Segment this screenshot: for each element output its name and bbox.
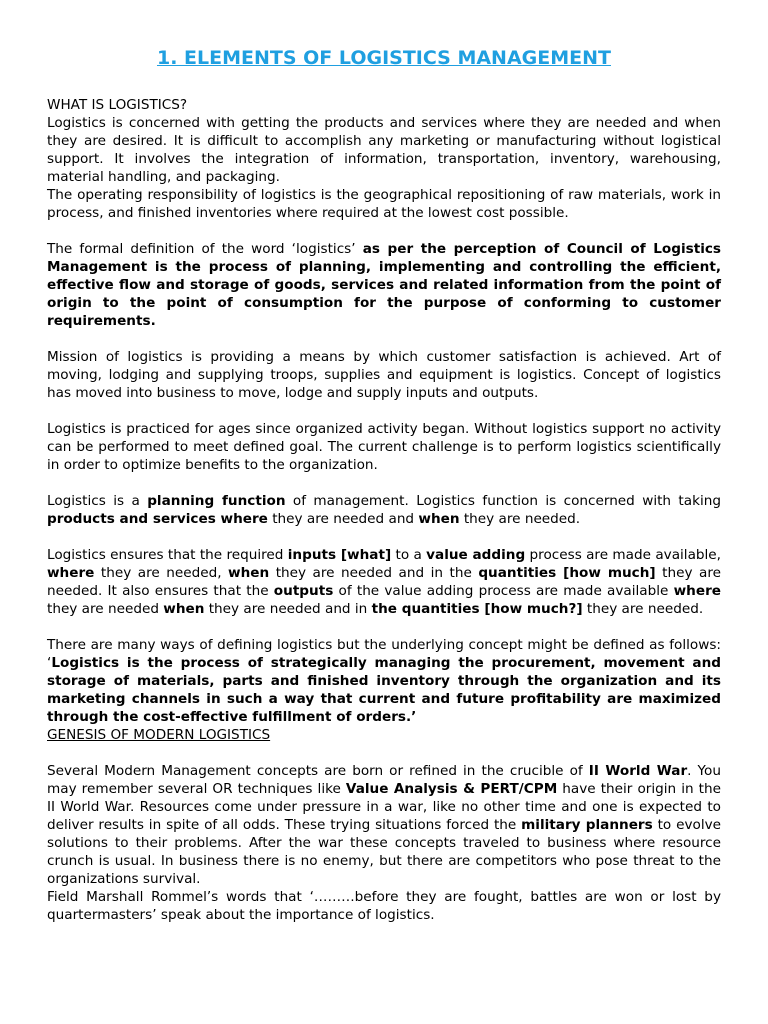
text-run: process are made available, bbox=[525, 547, 721, 563]
bold-text-run: II World War bbox=[588, 763, 688, 779]
text-run: they are needed. It also ensures that the bbox=[47, 565, 721, 599]
bold-text-run: outputs bbox=[273, 583, 334, 599]
paragraph-strategic-definition bbox=[47, 636, 721, 726]
bold-text-run: the quantities [how much?] bbox=[371, 601, 583, 617]
text-run: Several Modern Management concepts are born or refined in the crucible of bbox=[47, 763, 589, 779]
text-run: they are needed, bbox=[94, 565, 229, 581]
bold-text-run: when bbox=[163, 601, 205, 617]
bold-text-run: military planners bbox=[521, 817, 653, 833]
paragraph-formal-definition bbox=[47, 240, 721, 330]
bold-text-run: products and services where bbox=[47, 511, 268, 527]
bold-text-run: where bbox=[673, 583, 721, 599]
bold-text-run: quantities [how much] bbox=[478, 565, 656, 581]
bold-text-run: inputs [what] bbox=[287, 547, 392, 563]
bold-text-run: as per the perception of Council of Logistics Management is the process of planning, implementing and controlling the efficient, effective flow and storage of goods, services and related information from the point of origin to the point of consumption for the purpose of conforming to customer requirements. bbox=[47, 241, 721, 329]
text-run: they are needed and in the bbox=[269, 565, 479, 581]
text-run: they are needed. bbox=[582, 601, 704, 617]
bold-text-run: where bbox=[47, 565, 95, 581]
paragraph-rommel-quote: Field Marshall Rommel’s words that ‘………before they are fought, battles are won or lost by quartermasters’ speak about the importance of logistics. bbox=[47, 889, 721, 923]
text-run: There are many ways of defining logistics but the underlying concept might be defined as follows: ‘ bbox=[47, 637, 721, 671]
text-run: they are needed. bbox=[459, 511, 581, 527]
text-run: Logistics ensures that the required bbox=[47, 547, 288, 563]
text-run: they are needed and in bbox=[204, 601, 372, 617]
text-run: . You may remember several OR techniques like bbox=[47, 763, 721, 797]
section-heading-genesis: GENESIS OF MODERN LOGISTICS bbox=[47, 727, 271, 743]
bold-text-run: Logistics is the process of strategically managing the procurement, movement and storage of materials, parts and finished inventory through the organization and its marketing channels in such a way that current and future profitability are maximized through the cost-effective fulfillment of orders.’ bbox=[47, 655, 721, 725]
paragraph-practice: Logistics is practiced for ages since organized activity began. Without logistics support no activity can be performed to meet defined goal. The current challenge is to perform logistics scientifically in order to optimize benefits to the organization. bbox=[47, 421, 721, 473]
paragraph-planning-function bbox=[47, 492, 721, 528]
bold-text-run: value adding bbox=[426, 547, 526, 563]
paragraph-definition: Logistics is concerned with getting the products and services where they are needed and when they are desired. It is difficult to accomplish any marketing or manufacturing without logistical support. It involves the integration of information, transportation, inventory, warehousing, material handling, and packaging. bbox=[47, 115, 721, 185]
text-run: to evolve solutions to their problems. After the war these concepts traveled to business where resource crunch is usual. In business there is no enemy, but there are competitors who pose threat to the organizations survival. bbox=[47, 817, 722, 887]
text-run: they are needed and bbox=[267, 511, 419, 527]
text-run: of the value adding process are made available bbox=[333, 583, 674, 599]
bold-text-run: when bbox=[418, 511, 460, 527]
text-run: they are needed bbox=[47, 601, 164, 617]
text-run: The formal definition of the word ‘logistics’ bbox=[47, 241, 363, 257]
text-run: Logistics is a bbox=[47, 493, 148, 509]
paragraph-mission: Mission of logistics is providing a means by which customer satisfaction is achieved. Art of moving, lodging and supplying troops, supplies and equipment is logistics. Concept of logistics has moved into business to move, lodge and supply inputs and outputs. bbox=[47, 349, 721, 401]
paragraph-responsibility: The operating responsibility of logistics is the geographical repositioning of raw materials, work in process, and finished inventories where required at the lowest cost possible. bbox=[47, 187, 721, 221]
bold-text-run: when bbox=[228, 565, 270, 581]
text-run: have their origin in the II World War. Resources come under pressure in a war, like no other time and one is expected to deliver results in spite of all odds. These trying situations forced the bbox=[47, 781, 721, 833]
paragraph-ensures bbox=[47, 546, 721, 618]
text-run: of management. Logistics function is concerned with taking bbox=[285, 493, 721, 509]
page-title: 1. ELEMENTS OF LOGISTICS MANAGEMENT bbox=[156, 47, 611, 69]
text-run: to a bbox=[391, 547, 427, 563]
section-heading-what-is-logistics: WHAT IS LOGISTICS? bbox=[47, 97, 188, 113]
bold-text-run: planning function bbox=[147, 493, 286, 509]
bold-text-run: Value Analysis & PERT/CPM bbox=[345, 781, 558, 797]
paragraph-world-war bbox=[47, 762, 721, 888]
